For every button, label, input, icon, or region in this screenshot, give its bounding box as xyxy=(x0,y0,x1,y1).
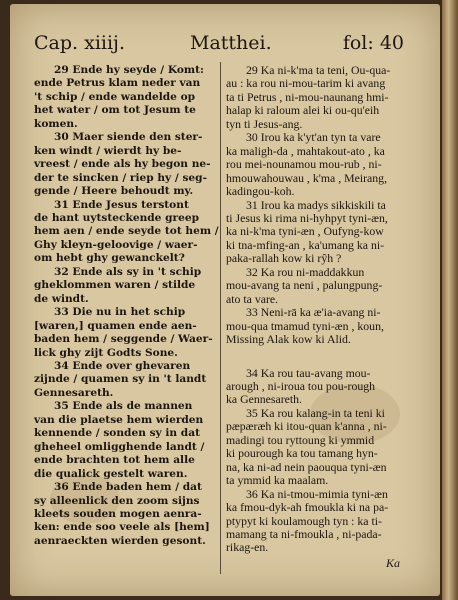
text-line: van die plaetse hem wierden xyxy=(34,413,204,426)
book-title: Matthei. xyxy=(190,32,272,54)
text-line: ende Petrus klam neder van xyxy=(34,77,201,90)
text-line: die qualick gestelt waren. xyxy=(34,467,188,480)
text-line: zijnde / quamen sy in 't landt xyxy=(34,373,207,386)
text-line: 30 Irou ka k'yt'an tyn ta vare xyxy=(246,130,381,145)
text-line: lick ghy zijt Godts Sone. xyxy=(34,346,178,359)
text-line: mamang ta ni-fmoukla , ni-pada- xyxy=(226,526,382,541)
text-line: hem aen / ende seyde tot hem / xyxy=(34,225,219,238)
text-line: ta ymmid ka maalam. xyxy=(226,473,329,488)
text-line: ka maligh-da , mahtakout-ato , ka xyxy=(226,143,385,158)
text-line: 34 Ka rou tau-avang mou- xyxy=(246,365,371,380)
text-line: komen. xyxy=(34,117,78,130)
text-line: sy alleenlick den zoom sijns xyxy=(34,494,200,507)
text-line: arough , ni-iroua tou pou-rough xyxy=(226,378,376,393)
text-line: vreest / ende als hy begon ne- xyxy=(34,158,211,171)
text-line: hmouwahouwau , k'ma , Meirang, xyxy=(226,170,388,185)
text-line: kadingou-koh. xyxy=(226,184,295,199)
text-line: het water / om tot Jesum te xyxy=(34,104,196,117)
text-line: 29 Ka ni-k'ma ta teni, Ou-qua- xyxy=(246,63,391,77)
text-line: kleets souden mogen aenra- xyxy=(34,507,202,520)
text-line: 32 Ende als sy in 't schip xyxy=(54,265,202,278)
text-line: ken windt / wierdt hy be- xyxy=(34,144,182,157)
text-line: Ghy kleyn-geloovige / waer- xyxy=(34,238,198,251)
text-line: gende / Heere behoudt my. xyxy=(34,185,194,198)
text-line: ta ti Petrus , ni-mou-naunang hmi- xyxy=(226,89,389,104)
text-line: 35 Ka rou kalang-in ta teni ki xyxy=(246,405,385,420)
text-line: tyn ti Jesus-ang. xyxy=(226,116,303,131)
text-line: 31 Irou ka madys sikkiskili ta xyxy=(246,197,386,212)
text-line: 33 Neni-rā ka æ'ia-avang ni- xyxy=(246,305,381,320)
folio-number: fol: 40 xyxy=(342,32,404,54)
text-line: ende brachten tot hem alle xyxy=(34,454,195,467)
text-line: au : ka rou ni-mou-tarim ki avang xyxy=(226,76,386,91)
text-line: halap ki raloum alei ki ou-qu'eih xyxy=(226,103,380,118)
text-line: 32 Ka rou ni-maddakkun xyxy=(246,264,365,279)
text-line: ka fmou-dyk-ah fmoukla ki na pa- xyxy=(226,500,389,515)
text-line: de hant uytsteckende greep xyxy=(34,211,199,224)
text-line: madingi tou ryttoung ki ymmid xyxy=(226,432,375,447)
text-line: 34 Ende over ghevaren xyxy=(54,359,191,372)
column-divider xyxy=(220,62,221,574)
text-line: 30 Maer siende den ster- xyxy=(54,131,203,144)
text-line: de windt. xyxy=(34,292,89,305)
text-line: ki tna-mfing-an , ka'umang ka ni- xyxy=(226,237,385,252)
text-line: gheheel omligghende landt / xyxy=(34,440,205,453)
dutch-column xyxy=(34,64,219,548)
text-line: 29 Ende hy seyde / Komt: xyxy=(54,64,204,76)
text-line: mou-qua tmamud tyni-æn , koun, xyxy=(226,318,384,333)
text-line: rou mei-nounamou mou-rub , ni- xyxy=(226,157,382,172)
text-line: 't schip / ende wandelde op xyxy=(34,90,196,103)
text-line: baden hem / seggende / Waer- xyxy=(34,333,213,346)
text-line: ka Gennesareth. xyxy=(226,392,302,407)
text-line: ptypyt ki koulamough tyn : ka ti- xyxy=(226,513,382,528)
text-line: der te sincken / riep hy / seg- xyxy=(34,171,207,184)
book-edge xyxy=(442,0,458,600)
text-line: 36 Ka ni-tmou-mimia tyni-æn xyxy=(246,486,388,501)
text-line: 31 Ende Jesus terstont xyxy=(54,198,189,211)
text-line: om hebt ghy gewanckelt? xyxy=(34,252,185,265)
running-header xyxy=(34,32,404,60)
text-line: ti Jesus ki rima ni-hyhpyt tyni-æn, xyxy=(226,210,388,225)
text-line: ken: ende soo veele als [hem] xyxy=(34,521,210,534)
text-line: paka-rallah kow ki rŷh ? xyxy=(226,251,342,266)
text-line: pæpæræh ki itou-quan k'anna , ni- xyxy=(226,419,387,434)
text-line: Gennesareth. xyxy=(34,386,114,399)
text-line: Missing Alak kow ki Alid. xyxy=(226,332,351,347)
text-line: [waren,] quamen ende aen- xyxy=(34,319,197,332)
text-line: ato ta vare. xyxy=(226,291,279,306)
text-line: rikag-en. xyxy=(226,540,269,555)
formosan-column xyxy=(226,64,406,555)
text-line: ki pourough ka tou tamang hyn- xyxy=(226,446,378,461)
chapter-heading: Cap. xiiij. xyxy=(34,32,125,54)
text-line: aenraeckten wierden gesont. xyxy=(34,534,206,547)
text-line: 35 Ende als de mannen xyxy=(54,400,193,413)
verse-gap xyxy=(226,347,406,367)
text-line: mou-avang ta neni , palungpung- xyxy=(226,278,383,293)
catchword: Ka xyxy=(386,556,401,570)
text-line: na, ka ni-ad nein paouqua tyni-æn xyxy=(226,459,387,474)
text-line: 33 Die nu in het schip xyxy=(54,306,186,319)
text-line: kennende / sonden sy in dat xyxy=(34,427,200,440)
text-line: 36 Ende baden hem / dat xyxy=(54,481,202,494)
text-line: ka ni-k'ma tyni-æn , Oufyng-kow xyxy=(226,224,384,239)
text-line: gheklommen waren / stilde xyxy=(34,279,196,292)
